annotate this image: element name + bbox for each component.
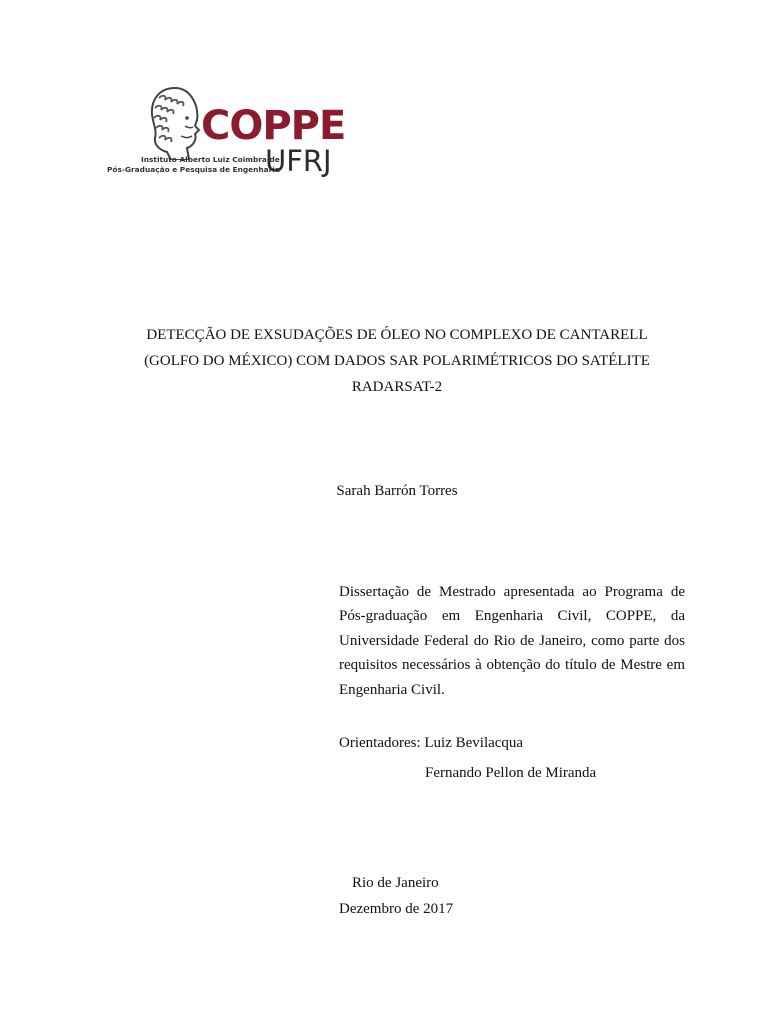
advisor-first: Orientadores: Luiz Bevilacqua [339, 735, 524, 751]
logo-coppe-text: COPPE [201, 103, 346, 149]
thesis-title-line3: RADARSAT-2 [351, 379, 443, 395]
thesis-title [100, 322, 694, 400]
advisor-second: Fernando Pellon de Miranda [425, 765, 597, 781]
thesis-title-line1: DETECÇÃO DE EXSUDAÇÕES DE ÓLEO NO COMPLEXO DE CANTARELL [146, 327, 648, 343]
date: Dezembro de 2017 [339, 901, 454, 917]
thesis-title-line2: (GOLFO DO MÉXICO) COM DADOS SAR POLARIMÉTRICOS DO SATÉLITE [144, 353, 650, 369]
classical-head-emblem-icon [145, 84, 203, 160]
logo-institute-line2: Pós-Graduação e Pesquisa de Engenharia [107, 165, 280, 174]
author-name: Sarah Barrón Torres [336, 483, 458, 499]
logo-institute-line1: Instituto Alberto Luiz Coimbra de [141, 155, 280, 164]
coppe-ufrj-logo [105, 84, 345, 184]
logo-ufrj-text: UFRJ [265, 144, 332, 178]
dissertation-statement: Dissertação de Mestrado apresentada ao Programa de Pós-graduação em Engenharia Civil, COPPE, da Universidade Federal do Rio de Janeiro, como parte dos requisitos necessários à obtenção do título de Mestre em Engenharia Civil. [339, 584, 685, 698]
advisors-block [339, 728, 699, 788]
place: Rio de Janeiro [352, 875, 439, 891]
